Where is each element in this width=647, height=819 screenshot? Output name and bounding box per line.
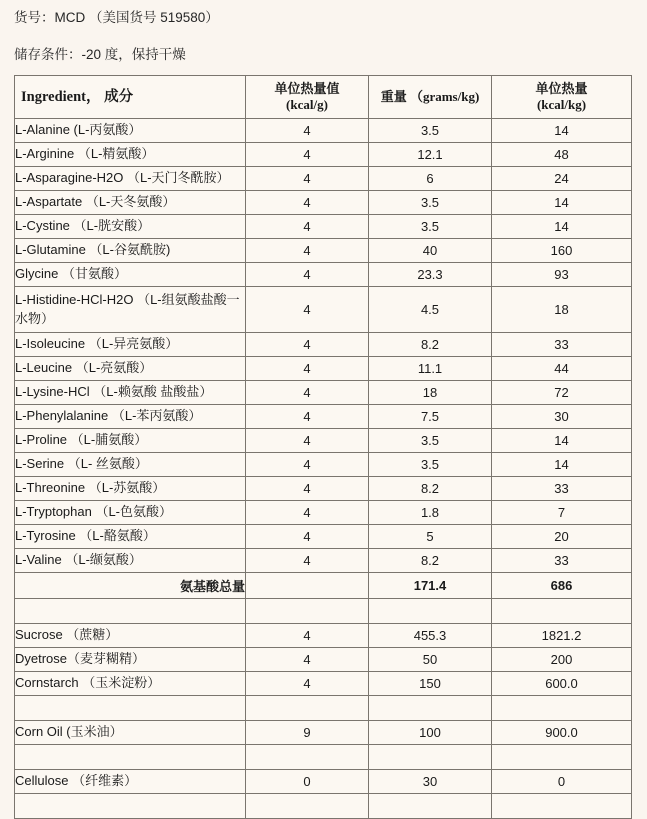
table-row — [15, 143, 632, 167]
kcal-per-kg-cell: 72 — [492, 381, 632, 405]
ingredient-name-cell: Sucrose （蔗糖） — [15, 624, 246, 648]
total-label-cell: 氨基酸总量 — [15, 573, 246, 599]
kcal-per-g-cell — [246, 599, 369, 624]
kcal-per-g-cell: 4 — [246, 381, 369, 405]
kcal-per-kg-cell: 14 — [492, 191, 632, 215]
kcal-per-kg-cell: 14 — [492, 429, 632, 453]
kcal-per-kg-cell: 686 — [492, 573, 632, 599]
kcal-per-g-cell: 4 — [246, 405, 369, 429]
grams-per-kg-cell: 7.5 — [369, 405, 492, 429]
grams-per-kg-cell — [369, 794, 492, 819]
table-row — [15, 405, 632, 429]
grams-per-kg-cell — [369, 745, 492, 770]
ingredient-name-cell: Dyetrose（麦芽糊精） — [15, 648, 246, 672]
kcal-per-kg-cell: 14 — [492, 215, 632, 239]
kcal-per-kg-cell: 30 — [492, 405, 632, 429]
grams-per-kg-cell: 3.5 — [369, 215, 492, 239]
kcal-per-kg-cell: 1821.2 — [492, 624, 632, 648]
ingredient-name-cell: L-Leucine （L-亮氨酸） — [15, 357, 246, 381]
kcal-per-kg-cell: 900.0 — [492, 721, 632, 745]
table-row — [15, 215, 632, 239]
ingredient-name-cell: L-Valine （L-缬氨酸） — [15, 549, 246, 573]
table-row — [15, 549, 632, 573]
table-row — [15, 672, 632, 696]
kcal-per-g-cell: 4 — [246, 333, 369, 357]
ingredient-name-cell: Glycine （甘氨酸） — [15, 263, 246, 287]
kcal-per-kg-cell: 0 — [492, 770, 632, 794]
table-row — [15, 119, 632, 143]
column-header-kcal-per-kg-line2: (kcal/kg) — [536, 97, 587, 112]
grams-per-kg-cell: 100 — [369, 721, 492, 745]
ingredient-name-cell: L-Proline （L-脯氨酸） — [15, 429, 246, 453]
kcal-per-g-cell — [246, 696, 369, 721]
ingredient-name-cell: L-Asparagine-H2O （L-天门冬酰胺） — [15, 167, 246, 191]
kcal-per-kg-cell — [492, 794, 632, 819]
ingredient-name-cell: L-Glutamine （L-谷氨酰胺) — [15, 239, 246, 263]
ingredient-name-cell: L-Aspartate （L-天冬氨酸） — [15, 191, 246, 215]
kcal-per-kg-cell — [492, 696, 632, 721]
kcal-per-g-cell: 4 — [246, 215, 369, 239]
kcal-per-g-cell — [246, 573, 369, 599]
ingredient-name-cell — [15, 745, 246, 770]
kcal-per-kg-cell — [492, 599, 632, 624]
ingredient-name-cell: L-Arginine （L-精氨酸） — [15, 143, 246, 167]
kcal-per-g-cell: 4 — [246, 263, 369, 287]
ingredient-name-cell: L-Alanine (L-丙氨酸） — [15, 119, 246, 143]
kcal-per-kg-cell: 14 — [492, 119, 632, 143]
kcal-per-kg-cell: 48 — [492, 143, 632, 167]
grams-per-kg-cell — [369, 599, 492, 624]
kcal-per-g-cell: 4 — [246, 143, 369, 167]
table-row — [15, 239, 632, 263]
grams-per-kg-cell: 3.5 — [369, 119, 492, 143]
grams-per-kg-cell: 8.2 — [369, 477, 492, 501]
kcal-per-g-cell: 4 — [246, 624, 369, 648]
grams-per-kg-cell: 3.5 — [369, 429, 492, 453]
table-row — [15, 721, 632, 745]
ingredient-name-cell: L-Threonine （L-苏氨酸） — [15, 477, 246, 501]
table-row — [15, 333, 632, 357]
table-body — [15, 119, 632, 819]
table-row — [15, 381, 632, 405]
table-row — [15, 477, 632, 501]
table-row — [15, 770, 632, 794]
table-row — [15, 167, 632, 191]
kcal-per-kg-cell: 24 — [492, 167, 632, 191]
table-row — [15, 501, 632, 525]
ingredient-name-cell: L-Tyrosine （L-酪氨酸） — [15, 525, 246, 549]
ingredient-name-cell: Cellulose （纤维素） — [15, 770, 246, 794]
grams-per-kg-cell: 3.5 — [369, 453, 492, 477]
kcal-per-kg-cell: 33 — [492, 549, 632, 573]
ingredient-name-cell: L-Histidine-HCl-H2O （L-组氨酸盐酸一水物） — [15, 287, 246, 333]
ingredient-name-cell: L-Isoleucine （L-异亮氨酸） — [15, 333, 246, 357]
table-spacer-row — [15, 696, 632, 721]
kcal-per-g-cell: 9 — [246, 721, 369, 745]
kcal-per-g-cell: 4 — [246, 453, 369, 477]
ingredient-name-cell — [15, 696, 246, 721]
kcal-per-g-cell: 4 — [246, 525, 369, 549]
kcal-per-kg-cell: 20 — [492, 525, 632, 549]
column-header-kcal-per-g — [246, 76, 369, 119]
grams-per-kg-cell — [369, 696, 492, 721]
kcal-per-kg-cell: 33 — [492, 333, 632, 357]
kcal-per-g-cell: 4 — [246, 357, 369, 381]
column-header-kcal-per-g-line1: 单位热量值 — [274, 80, 340, 96]
table-spacer-row — [15, 745, 632, 770]
ingredient-name-cell: Cornstarch （玉米淀粉） — [15, 672, 246, 696]
kcal-per-kg-cell: 200 — [492, 648, 632, 672]
kcal-per-g-cell: 4 — [246, 672, 369, 696]
ingredient-name-cell: L-Serine （L- 丝氨酸） — [15, 453, 246, 477]
kcal-per-g-cell: 4 — [246, 429, 369, 453]
kcal-per-g-cell: 4 — [246, 287, 369, 333]
grams-per-kg-cell: 40 — [369, 239, 492, 263]
grams-per-kg-cell: 150 — [369, 672, 492, 696]
grams-per-kg-cell: 5 — [369, 525, 492, 549]
ingredients-table — [14, 75, 632, 819]
table-row — [15, 191, 632, 215]
ingredient-name-cell: Corn Oil (玉米油） — [15, 721, 246, 745]
kcal-per-kg-cell: 14 — [492, 453, 632, 477]
kcal-per-g-cell — [246, 794, 369, 819]
ingredient-name-cell: L-Phenylalanine （L-苯丙氨酸） — [15, 405, 246, 429]
grams-per-kg-cell: 23.3 — [369, 263, 492, 287]
grams-per-kg-cell: 6 — [369, 167, 492, 191]
kcal-per-g-cell: 0 — [246, 770, 369, 794]
grams-per-kg-cell: 455.3 — [369, 624, 492, 648]
grams-per-kg-cell: 8.2 — [369, 549, 492, 573]
grams-per-kg-cell: 11.1 — [369, 357, 492, 381]
grams-per-kg-cell: 8.2 — [369, 333, 492, 357]
table-row — [15, 453, 632, 477]
table-header-row — [15, 76, 632, 119]
table-row — [15, 525, 632, 549]
ingredient-name-cell: L-Lysine-HCl （L-赖氨酸 盐酸盐） — [15, 381, 246, 405]
table-row — [15, 648, 632, 672]
table-row — [15, 287, 632, 333]
column-header-weight: 重量 （grams/kg) — [369, 76, 492, 119]
ingredient-name-cell — [15, 794, 246, 819]
kcal-per-kg-cell: 18 — [492, 287, 632, 333]
grams-per-kg-cell: 171.4 — [369, 573, 492, 599]
kcal-per-g-cell: 4 — [246, 477, 369, 501]
kcal-per-g-cell: 4 — [246, 648, 369, 672]
kcal-per-g-cell — [246, 745, 369, 770]
kcal-per-g-cell: 4 — [246, 239, 369, 263]
catalog-number-line: 货号：MCD （美国货号 519580） — [14, 10, 219, 25]
table-row — [15, 263, 632, 287]
ingredient-name-cell: L-Cystine （L-胱安酸） — [15, 215, 246, 239]
kcal-per-kg-cell: 93 — [492, 263, 632, 287]
kcal-per-g-cell: 4 — [246, 191, 369, 215]
column-header-kcal-per-kg-line1: 单位热量 — [535, 80, 588, 96]
kcal-per-kg-cell — [492, 745, 632, 770]
kcal-per-kg-cell: 7 — [492, 501, 632, 525]
grams-per-kg-cell: 50 — [369, 648, 492, 672]
storage-conditions-line: 储存条件：-20 度，保持干燥 — [14, 46, 186, 62]
grams-per-kg-cell: 12.1 — [369, 143, 492, 167]
grams-per-kg-cell: 1.8 — [369, 501, 492, 525]
kcal-per-g-cell: 4 — [246, 549, 369, 573]
grams-per-kg-cell: 30 — [369, 770, 492, 794]
ingredient-name-cell — [15, 599, 246, 624]
grams-per-kg-cell: 4.5 — [369, 287, 492, 333]
table-spacer-row — [15, 599, 632, 624]
kcal-per-g-cell: 4 — [246, 501, 369, 525]
kcal-per-kg-cell: 160 — [492, 239, 632, 263]
table-row — [15, 573, 632, 599]
grams-per-kg-cell: 3.5 — [369, 191, 492, 215]
column-header-ingredient: Ingredient， 成分 — [15, 76, 246, 119]
kcal-per-g-cell: 4 — [246, 119, 369, 143]
table-header — [15, 76, 632, 119]
grams-per-kg-cell: 18 — [369, 381, 492, 405]
column-header-kcal-per-kg — [492, 76, 632, 119]
table-spacer-row — [15, 794, 632, 819]
table-row — [15, 357, 632, 381]
kcal-per-kg-cell: 33 — [492, 477, 632, 501]
column-header-kcal-per-g-line2: (kcal/g) — [286, 97, 328, 112]
table-row — [15, 429, 632, 453]
table-row — [15, 624, 632, 648]
kcal-per-kg-cell: 600.0 — [492, 672, 632, 696]
kcal-per-g-cell: 4 — [246, 167, 369, 191]
ingredient-name-cell: L-Tryptophan （L-色氨酸） — [15, 501, 246, 525]
kcal-per-kg-cell: 44 — [492, 357, 632, 381]
